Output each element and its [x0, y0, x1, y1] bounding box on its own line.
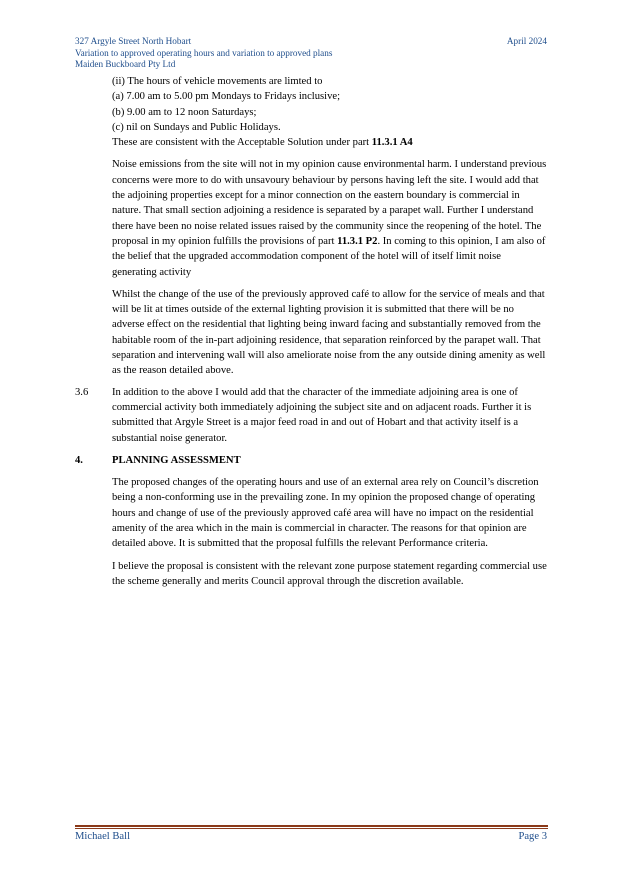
- page-number: Page 3: [518, 831, 547, 842]
- section-number: 4.: [75, 454, 83, 466]
- hours-list-item: (c) nil on Sundays and Public Holidays.: [112, 121, 281, 133]
- footer-author: Michael Ball: [75, 831, 131, 842]
- footer-divider-thin: [75, 828, 548, 829]
- conclusion-paragraph: I believe the proposal is consistent with the relevant zone purpose statement regarding commercial use the scheme generally and merits Council approval through the discretion available.: [112, 560, 547, 587]
- noise-paragraph-text: Noise emissions from the site will not in my opinion cause environmental harm. I understand previous concerns were more to do with unsavoury behaviour by persons having left the site. I would add that the adjoining properties except for a minor connection on the eastern boundary is commercial in nature. That small section adjoining a residence is separated by a parapet wall. Further I understand there have been no noise related issues raised by the community since the reopening of the hotel. The proposal in my opinion fulfills the provisions of part: [112, 159, 547, 247]
- hours-list-item: (a) 7.00 am to 5.00 pm Mondays to Fridays inclusive;: [112, 91, 341, 103]
- planning-assessment-paragraph: The proposed changes of the operating hours and use of an external area rely on Council’s discretion being a non-conforming use in the prevailing zone. In my opinion the proposed change of operating hours and change of use of the previously approved café area will have no impact on the residential amenity of the area which in the main is commercial in character. The reasons for that opinion are detailed above. It is submitted that the proposal fulfills the relevant Performance criteria.: [112, 477, 539, 550]
- header-date: April 2024: [506, 36, 547, 46]
- hours-list-item: (ii) The hours of vehicle movements are limted to: [112, 76, 323, 87]
- noise-paragraph-continuation: . In coming to this opinion, I am also of the belief that the upgraded accommodation component of the hotel will of itself limit noise generating activity: [112, 235, 546, 278]
- section-3-6: [75, 385, 548, 446]
- document-body: [75, 74, 548, 589]
- page-header: [75, 36, 547, 71]
- header-company: Maiden Buckboard Pty Ltd: [75, 59, 176, 69]
- acceptable-solution-line: [112, 135, 548, 150]
- page-footer: [75, 830, 547, 843]
- section-3-6-text: In addition to the above I would add that the character of the immediate adjoining area is one of commercial activity both immediately adjoining the subject site and on adjacent roads. Further it is submitted that Argyle Street is a major feed road in and out of Hobart and that activity itself is a substantial noise generator.: [112, 386, 532, 444]
- performance-reference: 11.3.1 P2: [337, 235, 378, 247]
- section-title: PLANNING ASSESSMENT: [112, 454, 241, 466]
- hours-list-item: (b) 9.00 am to 12 noon Saturdays;: [112, 106, 257, 118]
- noise-emissions-paragraph: [112, 157, 548, 279]
- acceptable-solution-text: These are consistent with the Acceptable Solution under part: [112, 137, 372, 149]
- change-of-use-paragraph: Whilst the change of the use of the previously approved café to allow for the service of meals and that will be lit at times outside of the external lighting provision it is submitted that there will be no adverse effect on the residential that lighting being inward facing and substantially removed from the habitable room of the in-part adjoining residence, that separation reinforced by the parapet wall. That separation and intervening wall will also ameliorate noise from the any outside dining amenity as well as the reason detailed above.: [112, 288, 546, 377]
- section-number: 3.6: [75, 386, 89, 398]
- footer-divider: [75, 825, 548, 827]
- header-subject: Variation to approved operating hours and variation to approved plans: [75, 47, 333, 58]
- acceptable-solution-reference: 11.3.1 A4: [371, 137, 413, 149]
- section-4-heading: [75, 453, 548, 468]
- header-address: 327 Argyle Street North Hobart: [75, 36, 192, 46]
